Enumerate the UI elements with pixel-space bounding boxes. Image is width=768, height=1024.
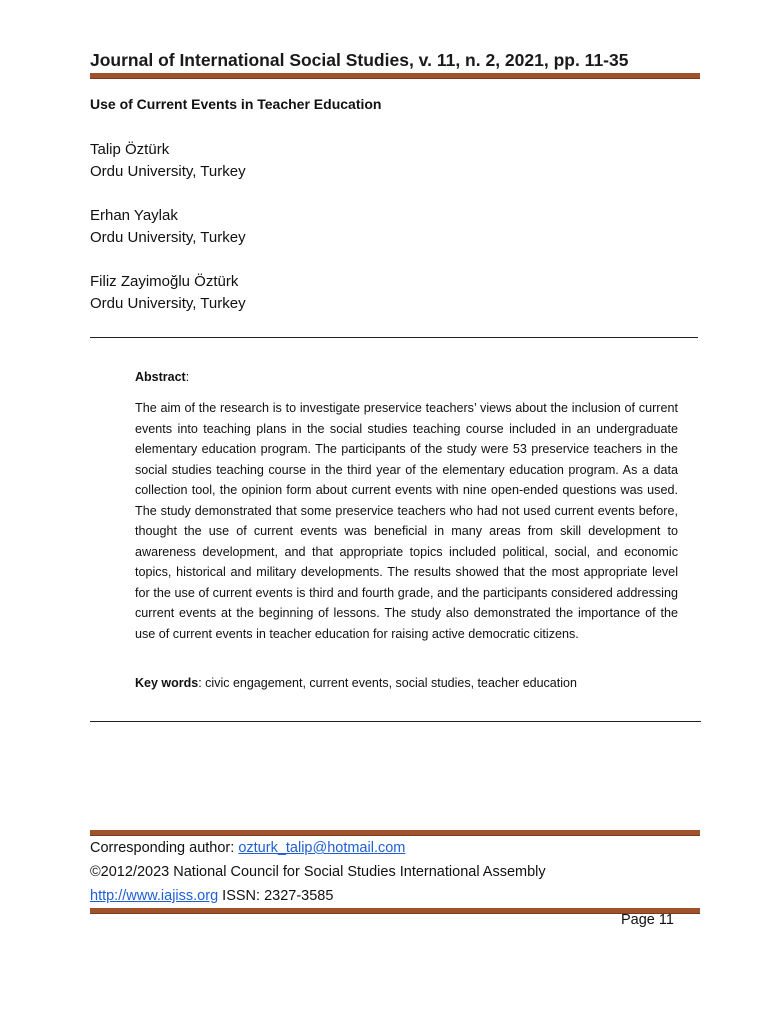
corresponding-label: Corresponding author: (90, 840, 239, 856)
abstract-colon: : (185, 370, 190, 384)
author-name: Filiz Zayimoğlu Öztürk (90, 273, 239, 290)
keywords-label: Key words (135, 676, 199, 690)
author-name: Talip Öztürk (90, 141, 170, 158)
author-block (90, 271, 246, 315)
issn: ISSN: 2327-3585 (218, 888, 334, 904)
keywords (135, 676, 577, 690)
footer-top-divider (90, 830, 700, 836)
footer-bottom-divider (90, 908, 700, 914)
author-affiliation: Ordu University, Turkey (90, 229, 246, 246)
journal-title: Journal of International Social Studies, v. 11, n. 2, 2021, pp. 11-35 (90, 50, 629, 70)
page-number: Page 11 (621, 912, 674, 928)
corresponding-author (90, 840, 405, 856)
header-divider (90, 73, 700, 79)
article-title: Use of Current Events in Teacher Education (90, 96, 382, 112)
website-link[interactable]: http://www.iajiss.org (90, 888, 219, 904)
abstract-top-divider (90, 337, 698, 338)
abstract-label: Abstract (135, 370, 186, 384)
abstract-bottom-divider (90, 721, 701, 722)
author-block (90, 139, 246, 183)
author-block (90, 205, 246, 249)
author-name: Erhan Yaylak (90, 207, 178, 224)
copyright: ©2012/2023 National Council for Social Studies International Assembly (90, 864, 546, 880)
author-affiliation: Ordu University, Turkey (90, 163, 246, 180)
keywords-text: : civic engagement, current events, social studies, teacher education (198, 676, 577, 690)
corresponding-email-link[interactable]: ozturk_talip@hotmail.com (238, 840, 406, 856)
website-issn (90, 888, 333, 904)
abstract-heading (135, 370, 189, 384)
abstract-text: The aim of the research is to investigate preservice teachers’ views about the inclusion of current events into teaching plans in the social studies teaching course included in an undergraduate elementary education program. The participants of the study were 53 preservice teachers in the social studies teaching course in the third year of the elementary education program. As a data collection tool, the opinion form about current events with nine open-ended questions was used. The study demonstrated that some preservice teachers who had not used current events before, thought the use of current events was beneficial in many areas from skill development to awareness development, and that appropriate topics included political, social, and economic topics, historical and military developments. The results showed that the most appropriate level for the use of current events is third and fourth grade, and the participants considered addressing current events at the beginning of lessons. The study also demonstrated the importance of the use of current events in teacher education for raising active democratic citizens. (135, 401, 678, 641)
author-affiliation: Ordu University, Turkey (90, 295, 246, 312)
